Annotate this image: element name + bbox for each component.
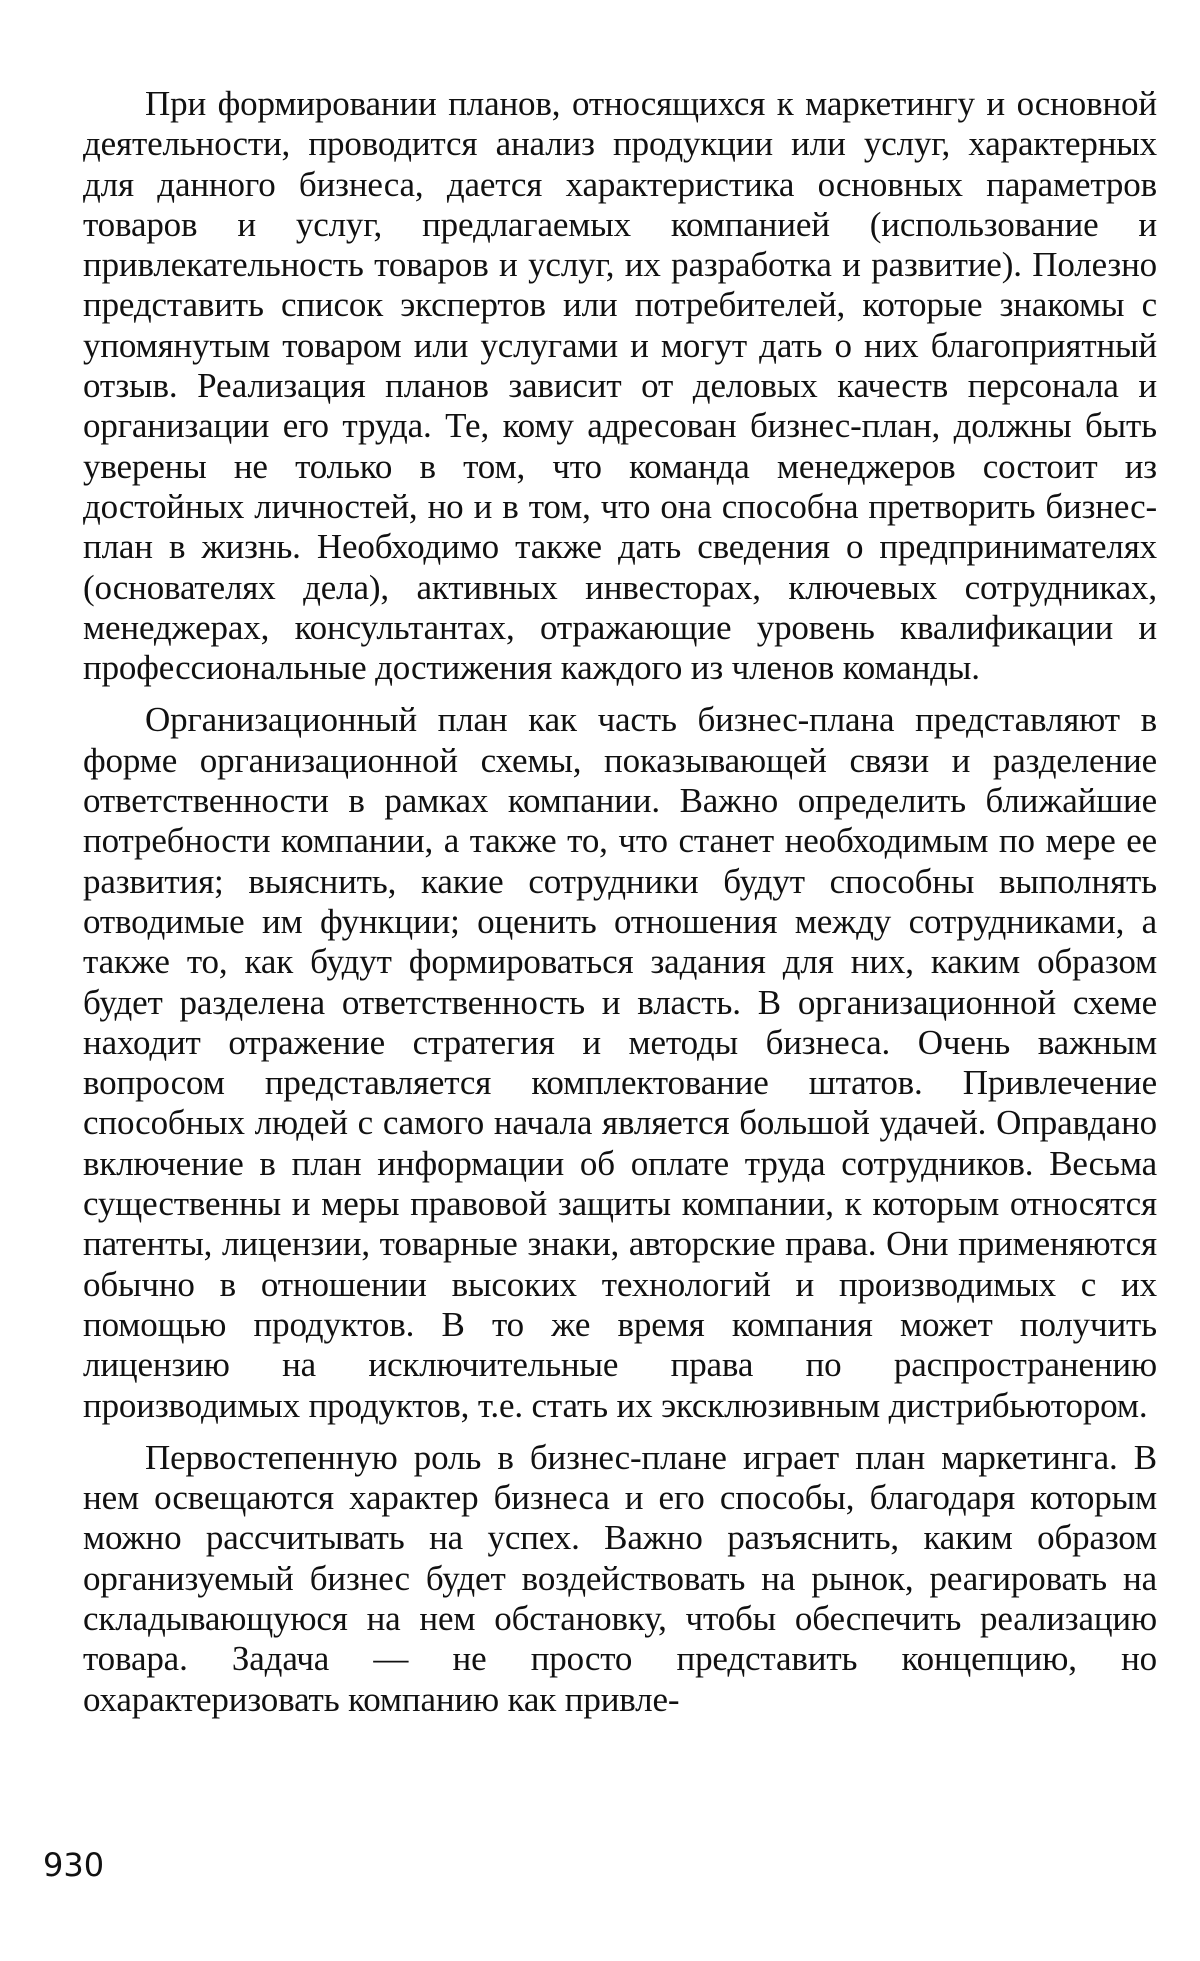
page-number: 930 [43,1846,105,1884]
paragraph-3: Первостепенную роль в бизнес-плане играет план маркетинга. В нем освещаются характер бизнеса и его способы, благодаря которым можно рассчитывать на успех. Важно разъяснить, каким образом организуемый бизнес будет воздействовать на рынок, реагировать на складывающуюся на нем обстановку, чтобы обеспечить реализацию товара. Задача — не просто представить концепцию, но охарактеризовать компанию как привле- [83,1437,1157,1719]
body-text [83,84,1157,1720]
paragraph-2: Организационный план как часть бизнес-плана представляют в форме организационной схемы, показывающей связи и разделение ответственности в рамках компании. Важно определить ближайшие потребности компании, а также то, что станет необходимым по мере ее развития; выяснить, какие сотрудники будут способны выполнять отводимые им функции; оценить отношения между сотрудниками, а также то, как будут формироваться задания для них, каким образом будет разделена ответственность и власть. В организационной схеме находит отражение стратегия и методы бизнеса. Очень важным вопросом представляется комплектование штатов. Привлечение способных людей с самого начала является большой удачей. Оправдано включение в план информации об оплате труда сотрудников. Весьма существенны и меры правовой защиты компании, к которым относятся патенты, лицензии, товарные знаки, авторские права. Они применяются обычно в отношении высоких технологий и производимых с их помощью продуктов. В то же время компания может получить лицензию на исключительные права по распространению производимых продуктов, т.е. стать их эксклюзивным дистрибьютором. [83,700,1157,1425]
paragraph-1: При формировании планов, относящихся к маркетингу и основной деятельности, проводится анализ продукции или услуг, характерных для данного бизнеса, дается характеристика основных параметров товаров и услуг, предлагаемых компанией (использование и привлекательность товаров и услуг, их разработка и развитие). Полезно представить список экспертов или потребителей, которые знакомы с упомянутым товаром или услугами и могут дать о них благоприятный отзыв. Реализация планов зависит от деловых качеств персонала и организации его труда. Те, кому адресован бизнес-план, должны быть уверены не только в том, что команда менеджеров состоит из достойных личностей, но и в том, что она способна претворить бизнес-план в жизнь. Необходимо также дать сведения о предпринимателях (основателях дела), активных инвесторах, ключевых сотрудниках, менеджерах, консультантах, отражающие уровень квалификации и профессиональные достижения каждого из членов команды. [83,84,1157,688]
